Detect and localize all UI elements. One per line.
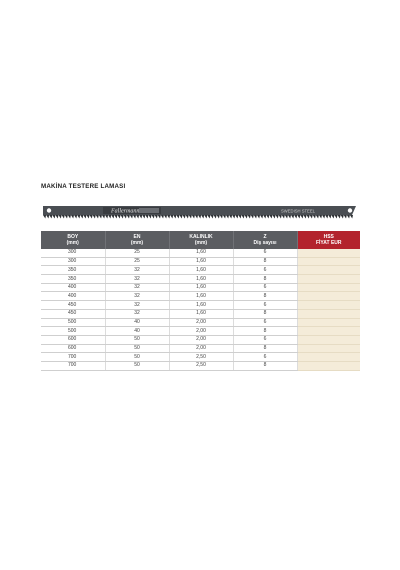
table-row (41, 318, 360, 327)
cell-price (297, 361, 360, 370)
cell-z: 6 (233, 283, 297, 292)
cell-en: 50 (105, 353, 169, 362)
cell-en: 32 (105, 301, 169, 310)
cell-z: 8 (233, 292, 297, 301)
cell-price (297, 353, 360, 362)
table-row (41, 361, 360, 370)
cell-kalinlik: 2,00 (169, 344, 233, 353)
cell-kalinlik: 1,60 (169, 292, 233, 301)
table-row (41, 292, 360, 301)
blade-brand-text: Fallermann (111, 208, 140, 215)
cell-en: 25 (105, 249, 169, 257)
cell-boy: 300 (41, 249, 105, 257)
table-row (41, 266, 360, 275)
cell-boy: 600 (41, 335, 105, 344)
cell-price (297, 318, 360, 327)
cell-en: 32 (105, 309, 169, 318)
cell-z: 6 (233, 249, 297, 257)
cell-boy: 450 (41, 301, 105, 310)
cell-price (297, 344, 360, 353)
header-boy: BOY (mm) (41, 231, 105, 249)
cell-z: 8 (233, 257, 297, 266)
cell-z: 6 (233, 301, 297, 310)
table-row (41, 335, 360, 344)
cell-kalinlik: 2,00 (169, 335, 233, 344)
cell-z: 6 (233, 353, 297, 362)
table-row (41, 344, 360, 353)
table-row (41, 301, 360, 310)
cell-kalinlik: 1,60 (169, 257, 233, 266)
cell-z: 6 (233, 318, 297, 327)
cell-en: 32 (105, 283, 169, 292)
cell-kalinlik: 2,00 (169, 327, 233, 336)
table-row (41, 353, 360, 362)
blade-steel-text: SWEDISH STEEL (281, 208, 315, 214)
cell-price (297, 266, 360, 275)
price-table (41, 231, 360, 371)
cell-boy: 300 (41, 257, 105, 266)
cell-en: 40 (105, 327, 169, 336)
cell-boy: 450 (41, 309, 105, 318)
cell-en: 32 (105, 292, 169, 301)
cell-en: 50 (105, 361, 169, 370)
cell-z: 8 (233, 275, 297, 284)
cell-kalinlik: 1,60 (169, 301, 233, 310)
cell-boy: 600 (41, 344, 105, 353)
cell-en: 50 (105, 344, 169, 353)
cell-boy: 700 (41, 361, 105, 370)
saw-blade-icon (41, 203, 358, 225)
cell-price (297, 335, 360, 344)
table-header-row (41, 231, 360, 249)
cell-kalinlik: 1,60 (169, 275, 233, 284)
cell-price (297, 327, 360, 336)
cell-boy: 500 (41, 318, 105, 327)
cell-en: 32 (105, 275, 169, 284)
cell-boy: 350 (41, 275, 105, 284)
table-row (41, 309, 360, 318)
cell-z: 8 (233, 327, 297, 336)
cell-kalinlik: 2,50 (169, 353, 233, 362)
table-row (41, 249, 360, 257)
cell-z: 8 (233, 344, 297, 353)
cell-z: 8 (233, 309, 297, 318)
saw-blade-image (41, 203, 358, 225)
header-z: Z Diş sayısı (233, 231, 297, 249)
cell-en: 50 (105, 335, 169, 344)
cell-en: 32 (105, 266, 169, 275)
cell-z: 8 (233, 361, 297, 370)
page-title: MAKİNA TESTERE LAMASI (41, 183, 126, 190)
cell-kalinlik: 1,60 (169, 266, 233, 275)
table-row (41, 283, 360, 292)
cell-boy: 350 (41, 266, 105, 275)
cell-price (297, 283, 360, 292)
cell-boy: 500 (41, 327, 105, 336)
cell-price (297, 275, 360, 284)
cell-boy: 400 (41, 292, 105, 301)
cell-en: 25 (105, 257, 169, 266)
cell-price (297, 301, 360, 310)
header-kalinlik: KALINLIK (mm) (169, 231, 233, 249)
header-hss-price: HSS FİYAT EUR (297, 231, 360, 249)
cell-kalinlik: 2,50 (169, 361, 233, 370)
cell-boy: 700 (41, 353, 105, 362)
cell-z: 6 (233, 335, 297, 344)
cell-kalinlik: 1,60 (169, 283, 233, 292)
cell-en: 40 (105, 318, 169, 327)
table-row (41, 275, 360, 284)
cell-price (297, 257, 360, 266)
cell-boy: 400 (41, 283, 105, 292)
cell-price (297, 309, 360, 318)
cell-kalinlik: 1,60 (169, 309, 233, 318)
cell-price (297, 292, 360, 301)
table-row (41, 327, 360, 336)
cell-kalinlik: 1,60 (169, 249, 233, 257)
cell-z: 6 (233, 266, 297, 275)
table-row (41, 257, 360, 266)
cell-kalinlik: 2,00 (169, 318, 233, 327)
header-en: EN (mm) (105, 231, 169, 249)
cell-price (297, 249, 360, 257)
